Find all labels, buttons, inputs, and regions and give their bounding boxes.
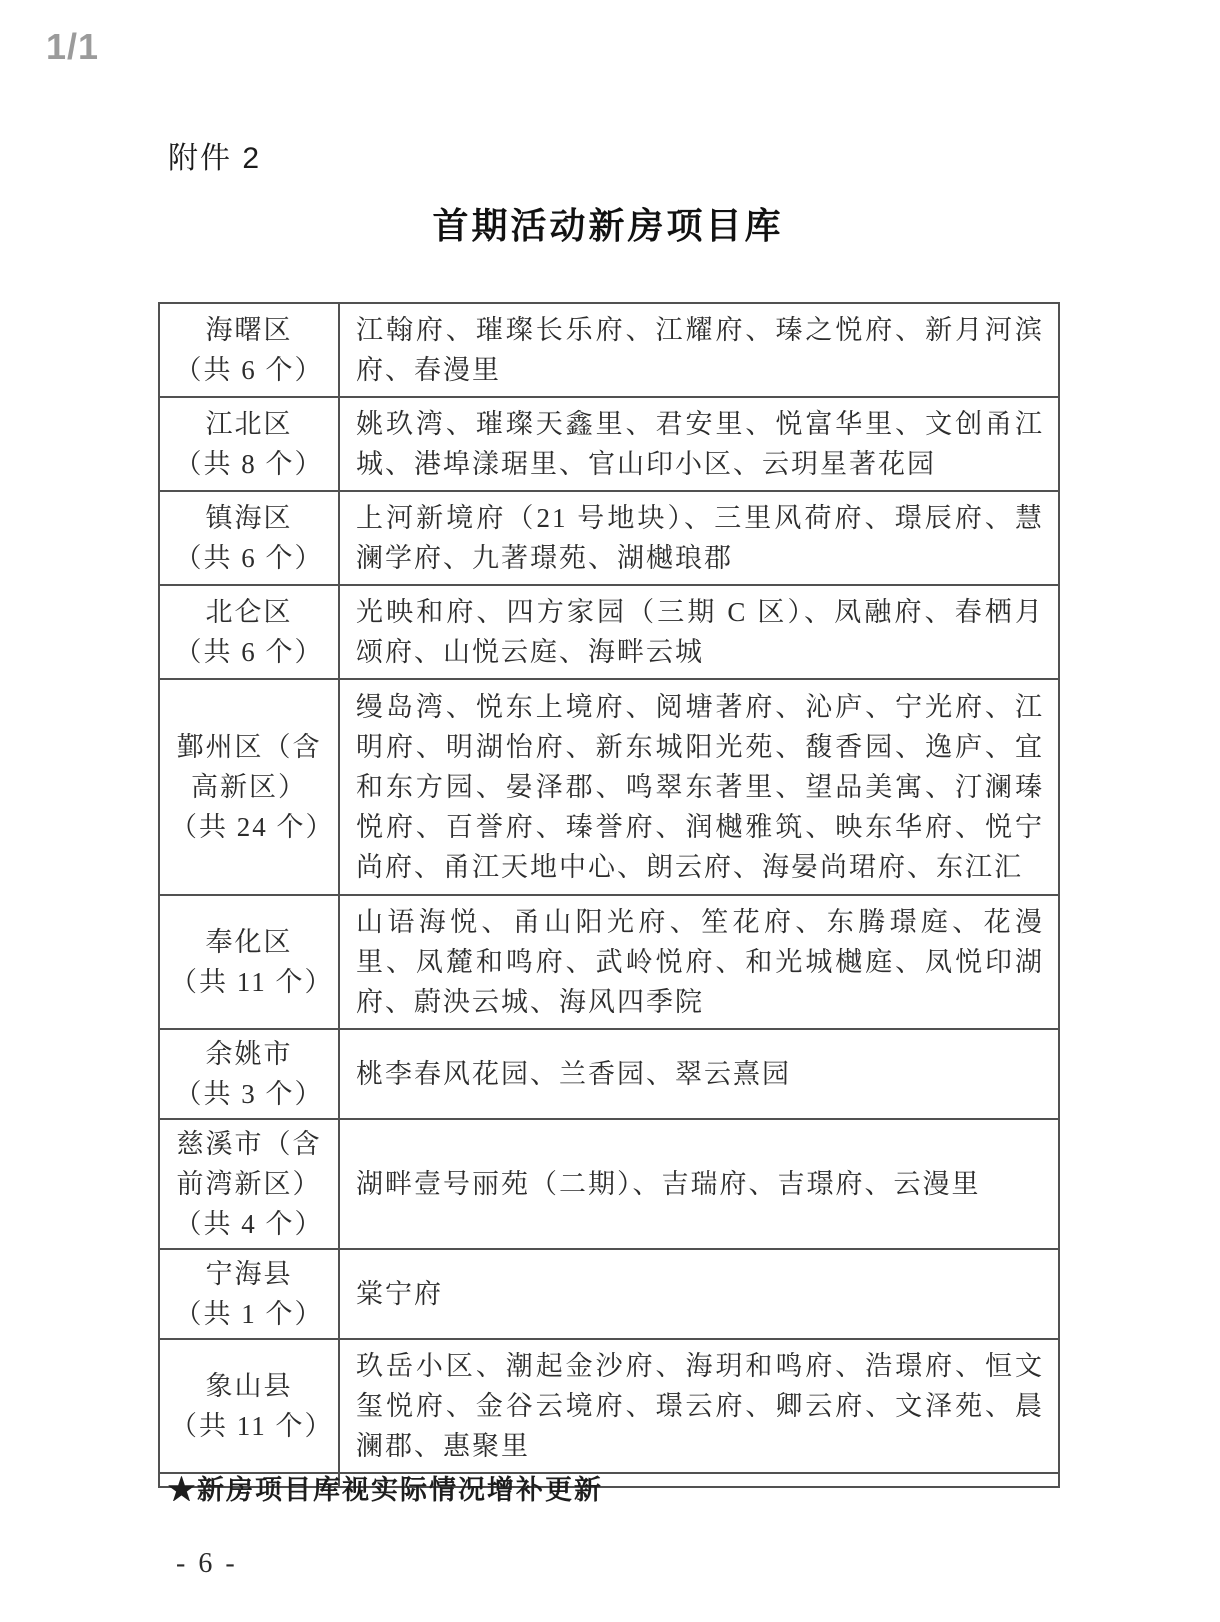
district-name: 宁海县: [205, 1259, 293, 1289]
district-cell: [159, 303, 339, 397]
district-count: （共 6 个）: [174, 355, 324, 385]
table-row: [159, 895, 1059, 1029]
district-count: （共 8 个）: [174, 449, 324, 479]
projects-cell: 湖畔壹号丽苑（二期）、吉瑞府、吉璟府、云漫里: [339, 1119, 1059, 1249]
district-cell: [159, 679, 339, 895]
table-row: [159, 1029, 1059, 1119]
district-name: 象山县: [205, 1371, 293, 1401]
page-number: - 6 -: [176, 1548, 238, 1579]
district-cell: [159, 1249, 339, 1339]
projects-cell: 上河新境府（21 号地块）、三里风荷府、璟辰府、慧澜学府、九著璟苑、湖樾琅郡: [339, 491, 1059, 585]
table-row: [159, 303, 1059, 397]
district-count: （共 11 个）: [170, 967, 334, 997]
projects-table: [158, 302, 1060, 1488]
district-count: （共 11 个）: [170, 1411, 334, 1441]
district-cell: [159, 1029, 339, 1119]
district-name: 鄞州区（含高新区）: [176, 732, 322, 802]
district-name: 海曙区: [205, 315, 293, 345]
projects-cell: 桃李春风花园、兰香园、翠云熹园: [339, 1029, 1059, 1119]
attachment-label: 附件 2: [168, 142, 262, 175]
projects-cell: 山语海悦、甬山阳光府、笙花府、东腾璟庭、花漫里、凤麓和鸣府、武岭悦府、和光城樾庭、凤悦印湖府、蔚泱云城、海风四季院: [339, 895, 1059, 1029]
district-count: （共 6 个）: [174, 637, 324, 667]
projects-cell: 缦岛湾、悦东上境府、阅塘著府、沁庐、宁光府、江明府、明湖怡府、新东城阳光苑、馥香园、逸庐、宜和东方园、晏泽郡、鸣翠东著里、望品美寓、汀澜瑧悦府、百誉府、瑧誉府、润樾雅筑、映东华府、悦宁尚府、甬江天地中心、朗云府、海晏尚珺府、东江汇: [339, 679, 1059, 895]
district-name: 余姚市: [205, 1039, 293, 1069]
district-cell: [159, 1339, 339, 1473]
district-count: （共 3 个）: [174, 1079, 324, 1109]
district-name: 江北区: [205, 409, 293, 439]
table-row: [159, 397, 1059, 491]
district-cell: [159, 397, 339, 491]
district-cell: [159, 1119, 339, 1249]
table-row: [159, 1339, 1059, 1473]
table-row: [159, 491, 1059, 585]
district-cell: [159, 585, 339, 679]
footnote: ★新房项目库视实际情况增补更新: [168, 1475, 603, 1505]
district-cell: [159, 895, 339, 1029]
district-count: （共 6 个）: [174, 543, 324, 573]
projects-cell: 光映和府、四方家园（三期 C 区）、凤融府、春栖月颂府、山悦云庭、海畔云城: [339, 585, 1059, 679]
table-row: [159, 585, 1059, 679]
table-row: [159, 1119, 1059, 1249]
district-name: 慈溪市（含前湾新区）: [176, 1129, 322, 1199]
district-name: 奉化区: [205, 927, 293, 957]
projects-cell: 江翰府、璀璨长乐府、江耀府、瑧之悦府、新月河滨府、春漫里: [339, 303, 1059, 397]
district-count: （共 24 个）: [170, 812, 335, 842]
table-row: [159, 679, 1059, 895]
projects-cell: 姚玖湾、璀璨天鑫里、君安里、悦富华里、文创甬江城、港埠漾琚里、官山印小区、云玥星著花园: [339, 397, 1059, 491]
district-name: 北仑区: [205, 597, 293, 627]
projects-cell: 棠宁府: [339, 1249, 1059, 1339]
district-cell: [159, 491, 339, 585]
table-row: [159, 1249, 1059, 1339]
document-title: 首期活动新房项目库: [432, 206, 784, 246]
page-indicator: 1/1: [46, 26, 100, 67]
projects-cell: 玖岳小区、潮起金沙府、海玥和鸣府、浩璟府、恒文玺悦府、金谷云境府、璟云府、卿云府、文泽苑、晨澜郡、惠聚里: [339, 1339, 1059, 1473]
district-count: （共 4 个）: [174, 1209, 324, 1239]
district-name: 镇海区: [205, 503, 293, 533]
district-count: （共 1 个）: [174, 1299, 324, 1329]
